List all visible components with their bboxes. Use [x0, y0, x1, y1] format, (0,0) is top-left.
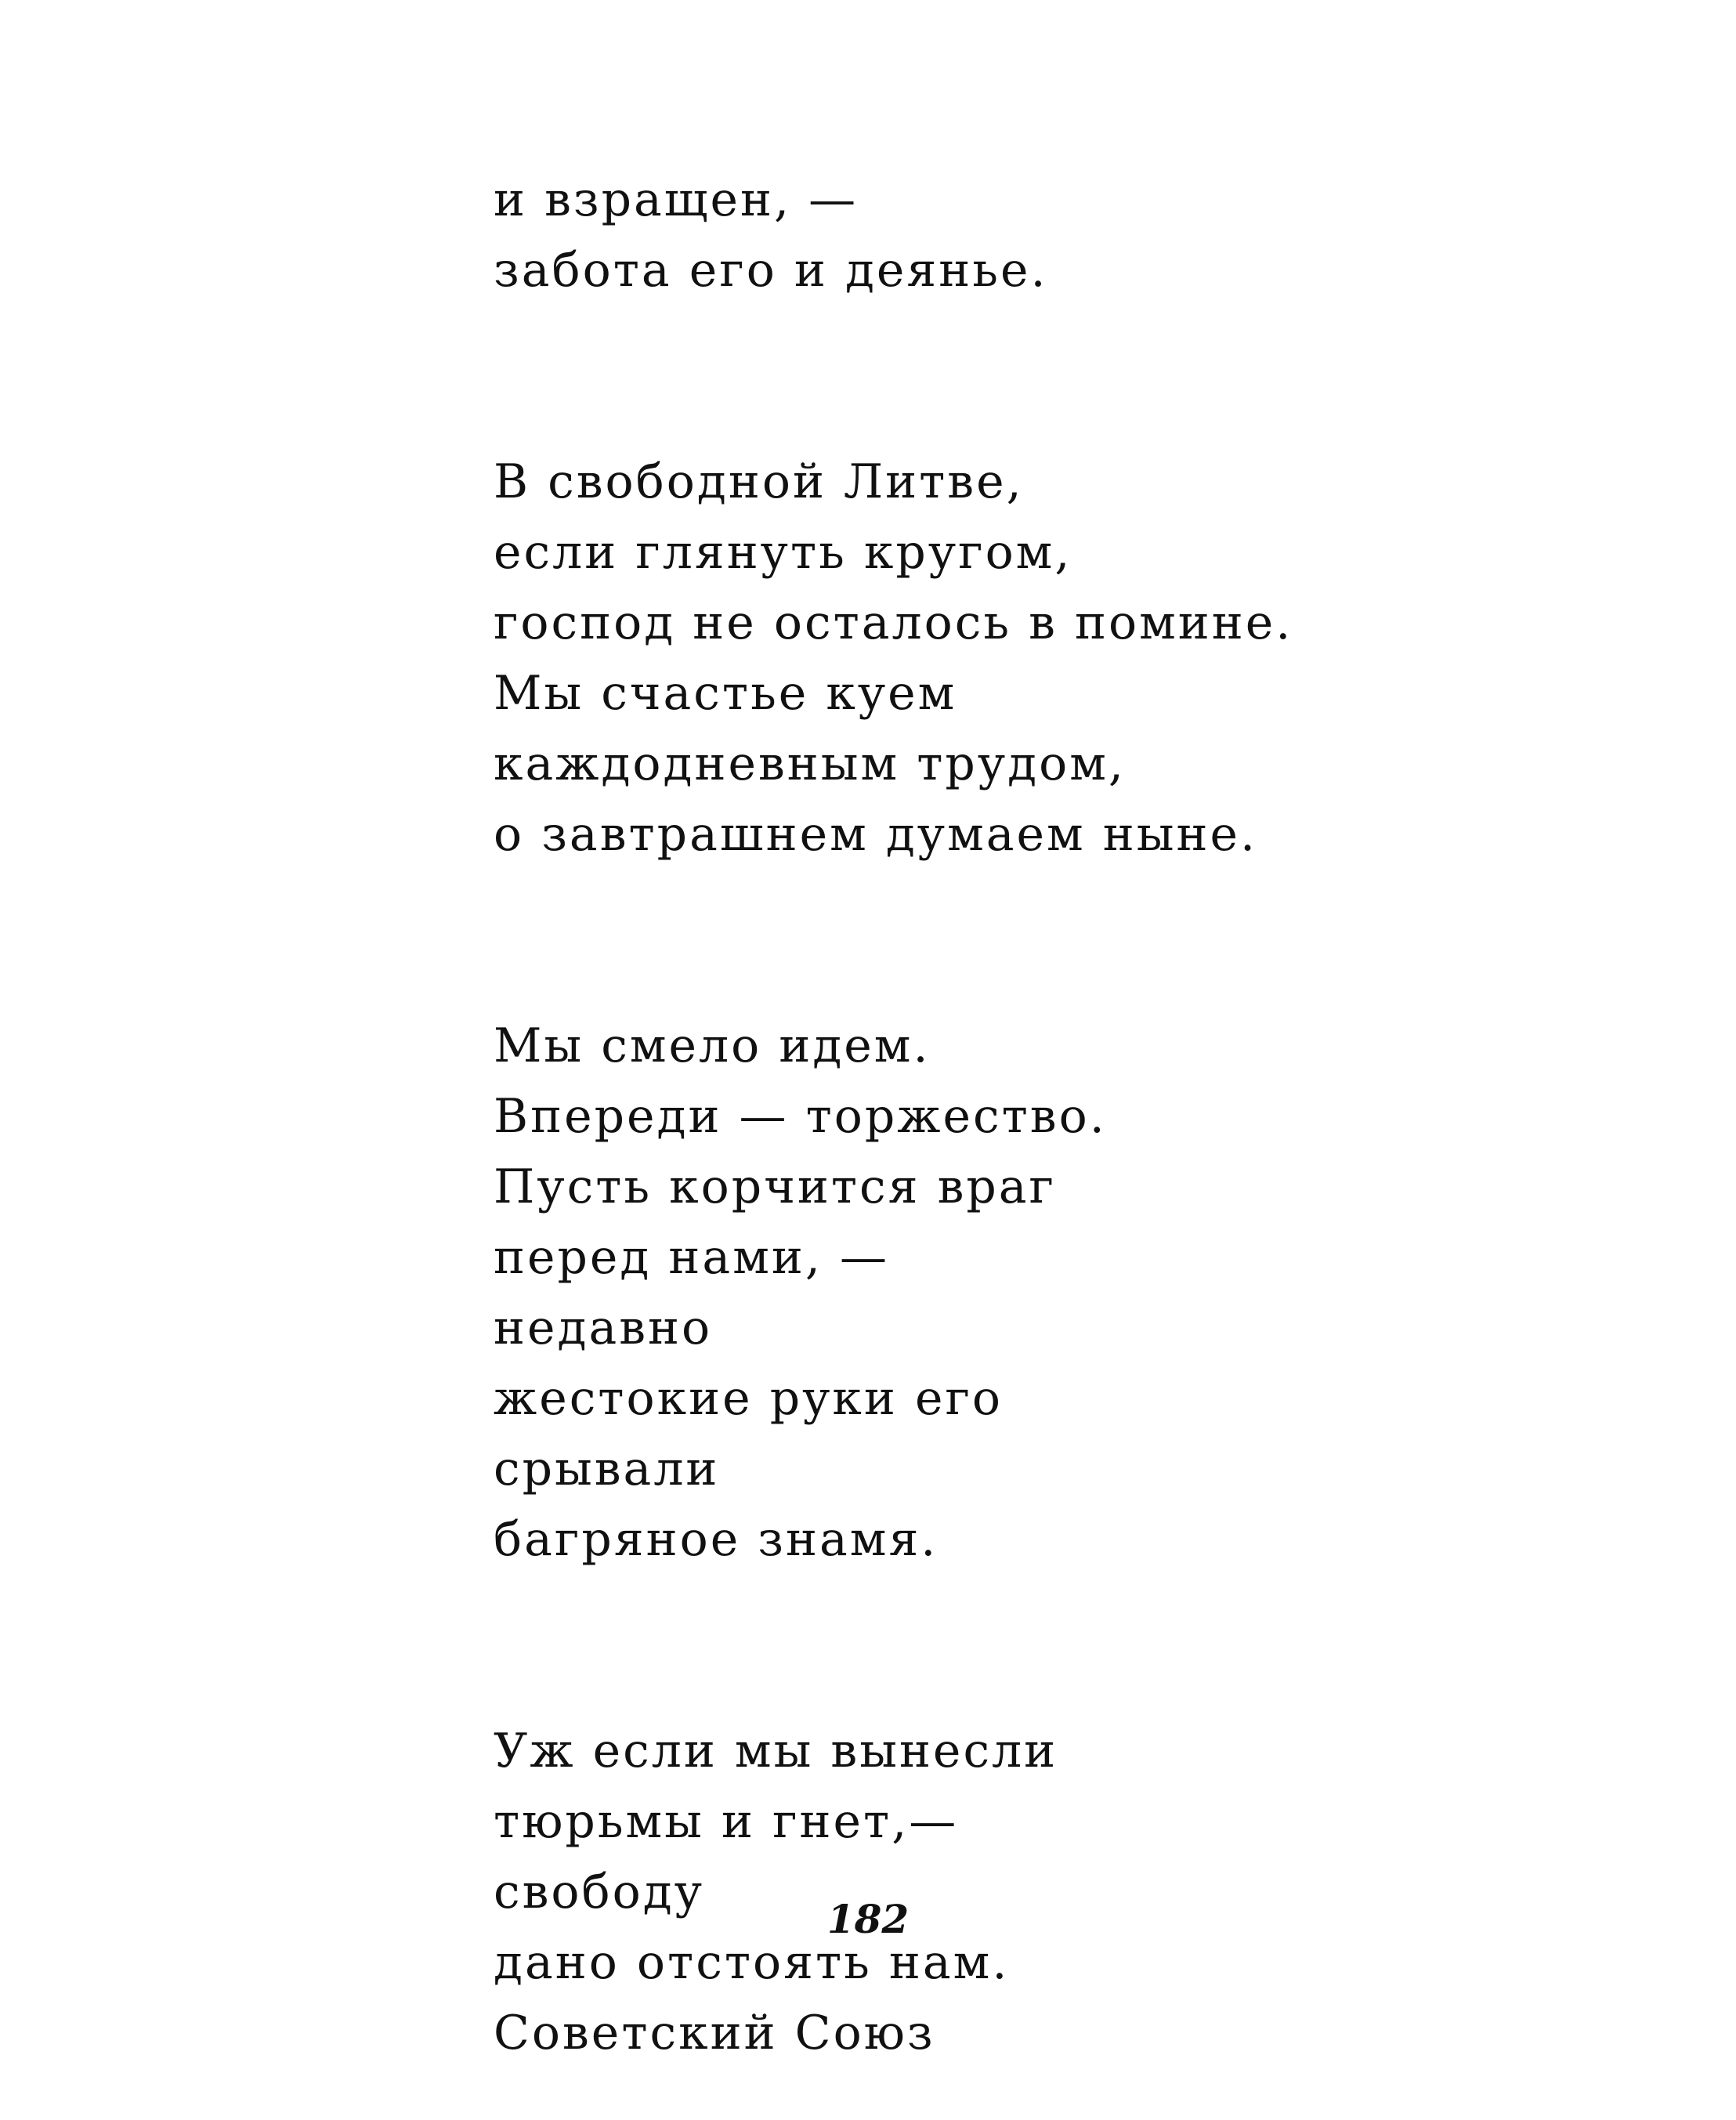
poem-text: [494, 165, 1355, 2068]
stanza-4: [494, 1716, 1355, 2068]
poem-line: свободу: [494, 1865, 704, 1919]
poem-line: Мы смело идем.: [494, 1018, 931, 1073]
poem-line: срывали: [494, 1442, 720, 1496]
poem-line: дано отстоять нам.: [494, 1935, 1010, 1990]
poem-line: Уж если мы вынесли: [494, 1724, 1058, 1778]
poem-line: о завтрашнем думаем ныне.: [494, 807, 1258, 862]
poem-line: господ не осталось в помине.: [494, 595, 1293, 650]
page-number: 182: [826, 1896, 910, 1942]
poem-line: перед нами, —: [494, 1230, 889, 1285]
stanza-1: [494, 165, 1355, 306]
poem-line: жестокие руки его: [494, 1371, 1004, 1426]
poem-line: и взращен, —: [494, 172, 859, 227]
poem-line: багряное знамя.: [494, 1512, 939, 1567]
poem-line: Впереди — торжество.: [494, 1089, 1107, 1144]
poem-line: В свободной Литве,: [494, 454, 1024, 509]
poem-line: если глянуть кругом,: [494, 525, 1072, 580]
poem-line: тюрьмы и гнет,—: [494, 1794, 959, 1849]
stanza-3: [494, 1011, 1355, 1575]
poem-line: Пусть корчится враг: [494, 1159, 1056, 1214]
poem-line: недавно: [494, 1301, 713, 1355]
poem-line: каждодневным трудом,: [494, 736, 1126, 791]
poem-line: забота его и деянье.: [494, 243, 1048, 298]
poem-line: Советский Союз: [494, 2006, 935, 2060]
poem-line: Мы счастье куем: [494, 666, 957, 721]
stanza-2: [494, 447, 1355, 870]
